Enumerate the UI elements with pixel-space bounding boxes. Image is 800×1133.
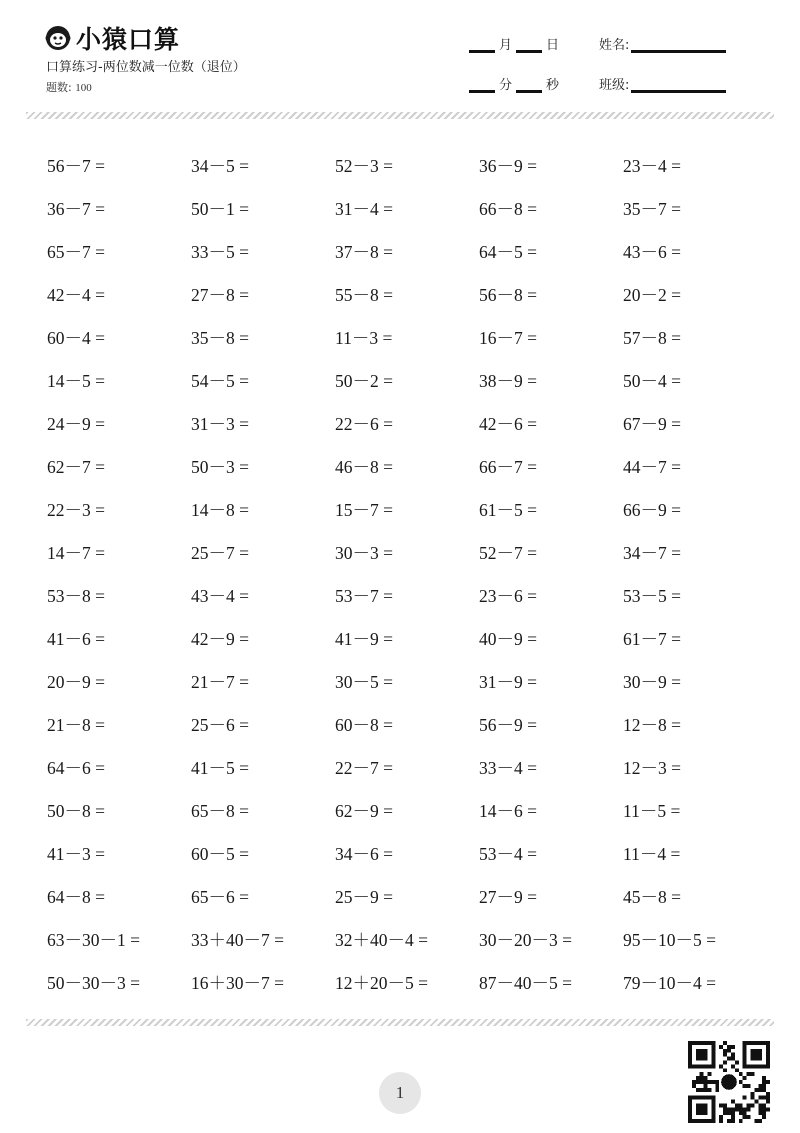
problem-item: 50－8 =	[47, 801, 105, 821]
problem-item: 65－7 =	[47, 242, 105, 262]
problem-row	[47, 703, 767, 746]
bottom-divider	[26, 1019, 774, 1026]
day-blank[interactable]	[516, 36, 542, 53]
problem-item: 38－9 =	[479, 371, 537, 391]
problem-row	[47, 359, 767, 402]
problem-item: 64－5 =	[479, 242, 537, 262]
problem-item: 36－9 =	[479, 156, 537, 176]
problem-item: 31－4 =	[335, 199, 393, 219]
problem-item: 27－9 =	[479, 887, 537, 907]
problem-item: 66－8 =	[479, 199, 537, 219]
problem-item: 25－7 =	[191, 543, 249, 563]
problem-item: 20－2 =	[623, 285, 681, 305]
problem-item: 35－7 =	[623, 199, 681, 219]
problem-item: 34－6 =	[335, 844, 393, 864]
problem-item: 31－3 =	[191, 414, 249, 434]
problem-item: 23－6 =	[479, 586, 537, 606]
name-blank[interactable]	[631, 36, 726, 53]
problem-item: 79－10－4 =	[623, 973, 716, 993]
problem-item: 53－4 =	[479, 844, 537, 864]
minute-blank[interactable]	[469, 76, 495, 93]
problem-item: 33－4 =	[479, 758, 537, 778]
problem-item: 14－5 =	[47, 371, 105, 391]
problem-item: 56－8 =	[479, 285, 537, 305]
problem-item: 67－9 =	[623, 414, 681, 434]
problem-item: 27－8 =	[191, 285, 249, 305]
problem-item: 40－9 =	[479, 629, 537, 649]
problem-item: 15－7 =	[335, 500, 393, 520]
problem-item: 42－9 =	[191, 629, 249, 649]
problem-item: 62－7 =	[47, 457, 105, 477]
problem-item: 25－9 =	[335, 887, 393, 907]
problem-item: 22－6 =	[335, 414, 393, 434]
problem-item: 21－7 =	[191, 672, 249, 692]
problem-item: 54－5 =	[191, 371, 249, 391]
problem-item: 12＋20－5 =	[335, 973, 428, 993]
problem-count-label: 题数:	[46, 81, 72, 94]
problem-row	[47, 746, 767, 789]
problem-item: 14－6 =	[479, 801, 537, 821]
problem-item: 24－9 =	[47, 414, 105, 434]
problem-row	[47, 144, 767, 187]
class-field	[599, 74, 726, 93]
problem-item: 41－3 =	[47, 844, 105, 864]
problem-item: 23－4 =	[623, 156, 681, 176]
monkey-logo-icon	[44, 24, 72, 52]
problem-item: 95－10－5 =	[623, 930, 716, 950]
date-field	[469, 34, 563, 53]
problem-item: 20－9 =	[47, 672, 105, 692]
problem-row	[47, 273, 767, 316]
problem-item: 30－5 =	[335, 672, 393, 692]
problem-item: 53－8 =	[47, 586, 105, 606]
problem-item: 11－3 =	[335, 328, 393, 348]
worksheet-header	[0, 0, 800, 120]
problem-item: 35－8 =	[191, 328, 249, 348]
problem-row	[47, 660, 767, 703]
problem-item: 42－4 =	[47, 285, 105, 305]
problem-item: 12－3 =	[623, 758, 681, 778]
problem-row	[47, 875, 767, 918]
top-divider	[26, 112, 774, 119]
problem-item: 56－7 =	[47, 156, 105, 176]
minute-label: 分	[499, 78, 513, 93]
problem-item: 11－5 =	[623, 801, 681, 821]
problem-row	[47, 187, 767, 230]
time-field	[469, 74, 563, 93]
problem-item: 41－5 =	[191, 758, 249, 778]
problem-count	[46, 79, 92, 95]
page-number: 1	[379, 1072, 421, 1114]
problem-item: 11－4 =	[623, 844, 681, 864]
problem-item: 42－6 =	[479, 414, 537, 434]
problem-item: 37－8 =	[335, 242, 393, 262]
problem-item: 53－5 =	[623, 586, 681, 606]
problem-item: 34－7 =	[623, 543, 681, 563]
problem-item: 64－8 =	[47, 887, 105, 907]
problem-item: 36－7 =	[47, 199, 105, 219]
problem-item: 50－2 =	[335, 371, 393, 391]
problem-item: 52－7 =	[479, 543, 537, 563]
problem-row	[47, 918, 767, 961]
problem-row	[47, 445, 767, 488]
problem-item: 43－6 =	[623, 242, 681, 262]
problem-item: 16－7 =	[479, 328, 537, 348]
problem-item: 64－6 =	[47, 758, 105, 778]
logo-text: 小猿口算	[76, 25, 181, 54]
problem-item: 43－4 =	[191, 586, 249, 606]
problem-item: 50－3 =	[191, 457, 249, 477]
name-field	[599, 34, 726, 53]
problem-item: 33＋40－7 =	[191, 930, 284, 950]
class-label: 班级:	[599, 78, 630, 93]
problem-item: 33－5 =	[191, 242, 249, 262]
logo	[44, 20, 180, 56]
second-blank[interactable]	[516, 76, 542, 93]
problem-item: 61－7 =	[623, 629, 681, 649]
problem-item: 25－6 =	[191, 715, 249, 735]
problem-row	[47, 617, 767, 660]
name-label: 姓名:	[599, 38, 630, 53]
problem-item: 16＋30－7 =	[191, 973, 284, 993]
problem-item: 50－30－3 =	[47, 973, 140, 993]
problem-item: 55－8 =	[335, 285, 393, 305]
problem-item: 60－8 =	[335, 715, 393, 735]
class-blank[interactable]	[631, 76, 726, 93]
problem-item: 60－4 =	[47, 328, 105, 348]
problem-item: 46－8 =	[335, 457, 393, 477]
day-label: 日	[546, 38, 560, 53]
problem-item: 41－9 =	[335, 629, 393, 649]
problem-row	[47, 230, 767, 273]
month-blank[interactable]	[469, 36, 495, 53]
problem-row	[47, 832, 767, 875]
problem-item: 21－8 =	[47, 715, 105, 735]
month-label: 月	[499, 38, 513, 53]
problem-row	[47, 961, 767, 1004]
problem-item: 44－7 =	[623, 457, 681, 477]
problem-item: 57－8 =	[623, 328, 681, 348]
worksheet-subtitle: 口算练习-两位数减一位数（退位）	[46, 60, 246, 75]
problem-item: 22－3 =	[47, 500, 105, 520]
problem-item: 66－7 =	[479, 457, 537, 477]
problem-item: 14－7 =	[47, 543, 105, 563]
problem-item: 60－5 =	[191, 844, 249, 864]
problem-item: 32＋40－4 =	[335, 930, 428, 950]
problem-row	[47, 789, 767, 832]
problem-count-value: 100	[75, 82, 92, 94]
problem-item: 87－40－5 =	[479, 973, 572, 993]
qr-code-icon	[688, 1041, 770, 1123]
problem-item: 52－3 =	[335, 156, 393, 176]
problem-item: 61－5 =	[479, 500, 537, 520]
problem-row	[47, 488, 767, 531]
problem-item: 45－8 =	[623, 887, 681, 907]
problem-item: 53－7 =	[335, 586, 393, 606]
problem-item: 50－1 =	[191, 199, 249, 219]
problem-item: 65－6 =	[191, 887, 249, 907]
problem-item: 30－20－3 =	[479, 930, 572, 950]
problem-item: 30－3 =	[335, 543, 393, 563]
problem-item: 63－30－1 =	[47, 930, 140, 950]
problem-row	[47, 316, 767, 359]
problem-item: 50－4 =	[623, 371, 681, 391]
problem-grid	[47, 144, 767, 1004]
problem-item: 65－8 =	[191, 801, 249, 821]
problem-item: 22－7 =	[335, 758, 393, 778]
problem-item: 14－8 =	[191, 500, 249, 520]
problem-item: 30－9 =	[623, 672, 681, 692]
problem-row	[47, 531, 767, 574]
problem-item: 41－6 =	[47, 629, 105, 649]
problem-item: 31－9 =	[479, 672, 537, 692]
problem-item: 62－9 =	[335, 801, 393, 821]
problem-item: 66－9 =	[623, 500, 681, 520]
problem-row	[47, 574, 767, 617]
problem-item: 12－8 =	[623, 715, 681, 735]
problem-row	[47, 402, 767, 445]
second-label: 秒	[546, 78, 560, 93]
problem-item: 56－9 =	[479, 715, 537, 735]
problem-item: 34－5 =	[191, 156, 249, 176]
